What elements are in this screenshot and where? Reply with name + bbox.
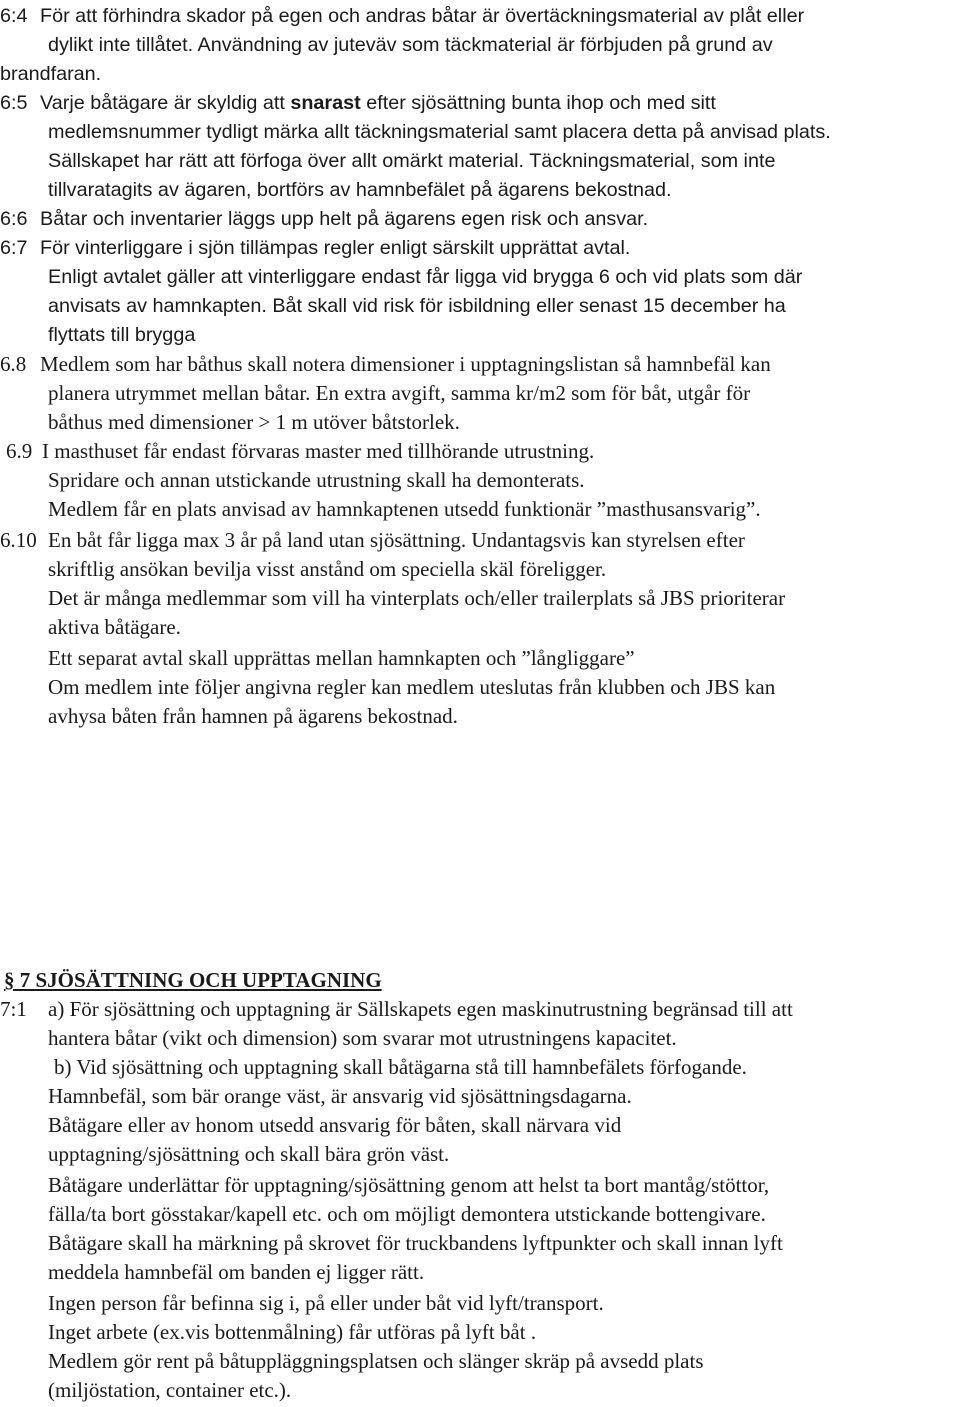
paragraph-6-7-line-4: flyttats till brygga [48, 324, 196, 346]
clause-text: Varje båtägare är skyldig att [40, 92, 291, 114]
paragraph-6-5-line-3: Sällskapet har rätt att förfoga över allt omärkt material. Täckningsmaterial, som inte [48, 150, 776, 172]
paragraph-6-4-line-1 [0, 2, 804, 32]
clause-number: 6:4 [0, 5, 28, 27]
clause-number: 7:1 [0, 997, 27, 1021]
paragraph-7-1-line-4: Hamnbefäl, som bär orange väst, är ansvarig vid sjösättningsdagarna. [48, 1084, 632, 1108]
paragraph-7-1-line-10: meddela hamnbefäl om banden ej ligger rätt. [48, 1260, 425, 1284]
paragraph-6-10-line-3: Det är många medlemmar som vill ha vinterplats och/eller trailerplats så JBS prioriterar [48, 586, 786, 610]
clause-text: a) För sjösättning och upptagning är Sällskapets egen maskinutrustning begränsad till att [48, 997, 793, 1021]
clause-number: 6:6 [0, 208, 28, 230]
paragraph-7-1-line-8: fälla/ta bort gösstakar/kapell etc. och om möjligt demontera utstickande bottengivare. [48, 1202, 766, 1226]
paragraph-7-1-line-12: Inget arbete (ex.vis bottenmålning) får utföras på lyft båt . [48, 1320, 537, 1344]
clause-text: För att förhindra skador på egen och andras båtar är övertäckningsmaterial av plåt eller [40, 5, 805, 27]
paragraph-6-9-line-1 [6, 437, 594, 467]
clause-text: För vinterliggare i sjön tillämpas regler enligt särskilt upprättat avtal. [40, 237, 631, 259]
paragraph-6-7-line-2: Enligt avtalet gäller att vinterliggare endast får ligga vid brygga 6 och vid plats som där [48, 266, 803, 288]
clause-number: 6.9 [6, 439, 33, 463]
paragraph-6-10-line-5: Ett separat avtal skall upprättas mellan hamnkapten och ”långliggare” [48, 646, 635, 670]
clause-text: Båtar och inventarier läggs upp helt på ägarens egen risk och ansvar. [40, 208, 649, 230]
paragraph-6-10-line-2: skriftlig ansökan bevilja visst anstånd om speciella skäl föreligger. [48, 557, 607, 581]
emphasis-text: snarast [290, 92, 361, 114]
paragraph-6-10-line-7: avhysa båten från hamnen på ägarens bekostnad. [48, 704, 458, 728]
paragraph-6-8-line-2: planera utrymmet mellan båtar. En extra avgift, samma kr/m2 som för båt, utgår för [48, 381, 751, 405]
paragraph-7-1-line-11: Ingen person får befinna sig i, på eller under båt vid lyft/transport. [48, 1291, 604, 1315]
clause-number: 6.10 [0, 528, 37, 552]
paragraph-6-4-line-2: dylikt inte tillåtet. Användning av juteväv som täckmaterial är förbjuden på grund av [48, 34, 773, 56]
paragraph-6-10-line-6: Om medlem inte följer angivna regler kan medlem uteslutas från klubben och JBS kan [48, 675, 776, 699]
clause-number: 6.8 [0, 352, 27, 376]
paragraph-6-10-line-1 [0, 526, 745, 556]
paragraph-6-7-line-1 [0, 234, 630, 264]
paragraph-6-6-line-1 [0, 205, 648, 235]
paragraph-6-8-line-3: båthus med dimensioner > 1 m utöver båtstorlek. [48, 410, 460, 434]
paragraph-6-5-line-1 [0, 89, 716, 119]
paragraph-7-1-line-3: b) Vid sjösättning och upptagning skall båtägarna stå till hamnbefälets förfogande. [54, 1055, 747, 1079]
paragraph-7-1-line-5: Båtägare eller av honom utsedd ansvarig för båten, skall närvara vid [48, 1113, 622, 1137]
paragraph-6-9-line-3: Medlem får en plats anvisad av hamnkaptenen utsedd funktionär ”masthusansvarig”. [48, 497, 761, 521]
paragraph-7-1-line-1 [0, 995, 793, 1025]
paragraph-7-1-line-14: (miljöstation, container etc.). [48, 1378, 292, 1402]
paragraph-6-7-line-3: anvisats av hamnkapten. Båt skall vid risk för isbildning eller senast 15 december ha [48, 295, 786, 317]
paragraph-7-1-line-9: Båtägare skall ha märkning på skrovet för truckbandens lyftpunkter och skall innan lyft [48, 1231, 783, 1255]
paragraph-6-8-line-1 [0, 350, 771, 380]
clause-text: En båt får ligga max 3 år på land utan sjösättning. Undantagsvis kan styrelsen efter [48, 528, 745, 552]
paragraph-6-9-line-2: Spridare och annan utstickande utrustning skall ha demonterats. [48, 468, 585, 492]
clause-text: I masthuset får endast förvaras master med tillhörande utrustning. [42, 439, 595, 463]
paragraph-7-1-line-6: upptagning/sjösättning och skall bära grön väst. [48, 1142, 450, 1166]
paragraph-6-10-line-4: aktiva båtägare. [48, 615, 181, 639]
paragraph-6-4-line-3: brandfaran. [0, 63, 102, 85]
paragraph-6-5-line-4: tillvaratagits av ägaren, bortförs av hamnbefälet på ägarens bekostnad. [48, 179, 672, 201]
paragraph-6-5-line-2: medlemsnummer tydligt märka allt täckningsmaterial samt placera detta på anvisad plats. [48, 121, 831, 143]
paragraph-7-1-line-13: Medlem gör rent på båtuppläggningsplatsen och slänger skräp på avsedd plats [48, 1349, 704, 1373]
clause-text: efter sjösättning bunta ihop och med sitt [360, 92, 716, 114]
clause-number: 6:5 [0, 92, 28, 114]
paragraph-7-1-line-7: Båtägare underlättar för upptagning/sjösättning genom att helst ta bort mantåg/stöttor, [48, 1173, 770, 1197]
paragraph-7-1-line-2: hantera båtar (vikt och dimension) som svarar mot utrustningens kapacitet. [48, 1026, 677, 1050]
clause-number: 6:7 [0, 237, 28, 259]
section-7-heading: § 7 SJÖSÄTTNING OCH UPPTAGNING [4, 968, 382, 992]
clause-text: Medlem som har båthus skall notera dimensioner i upptagningslistan så hamnbefäl kan [40, 352, 771, 376]
